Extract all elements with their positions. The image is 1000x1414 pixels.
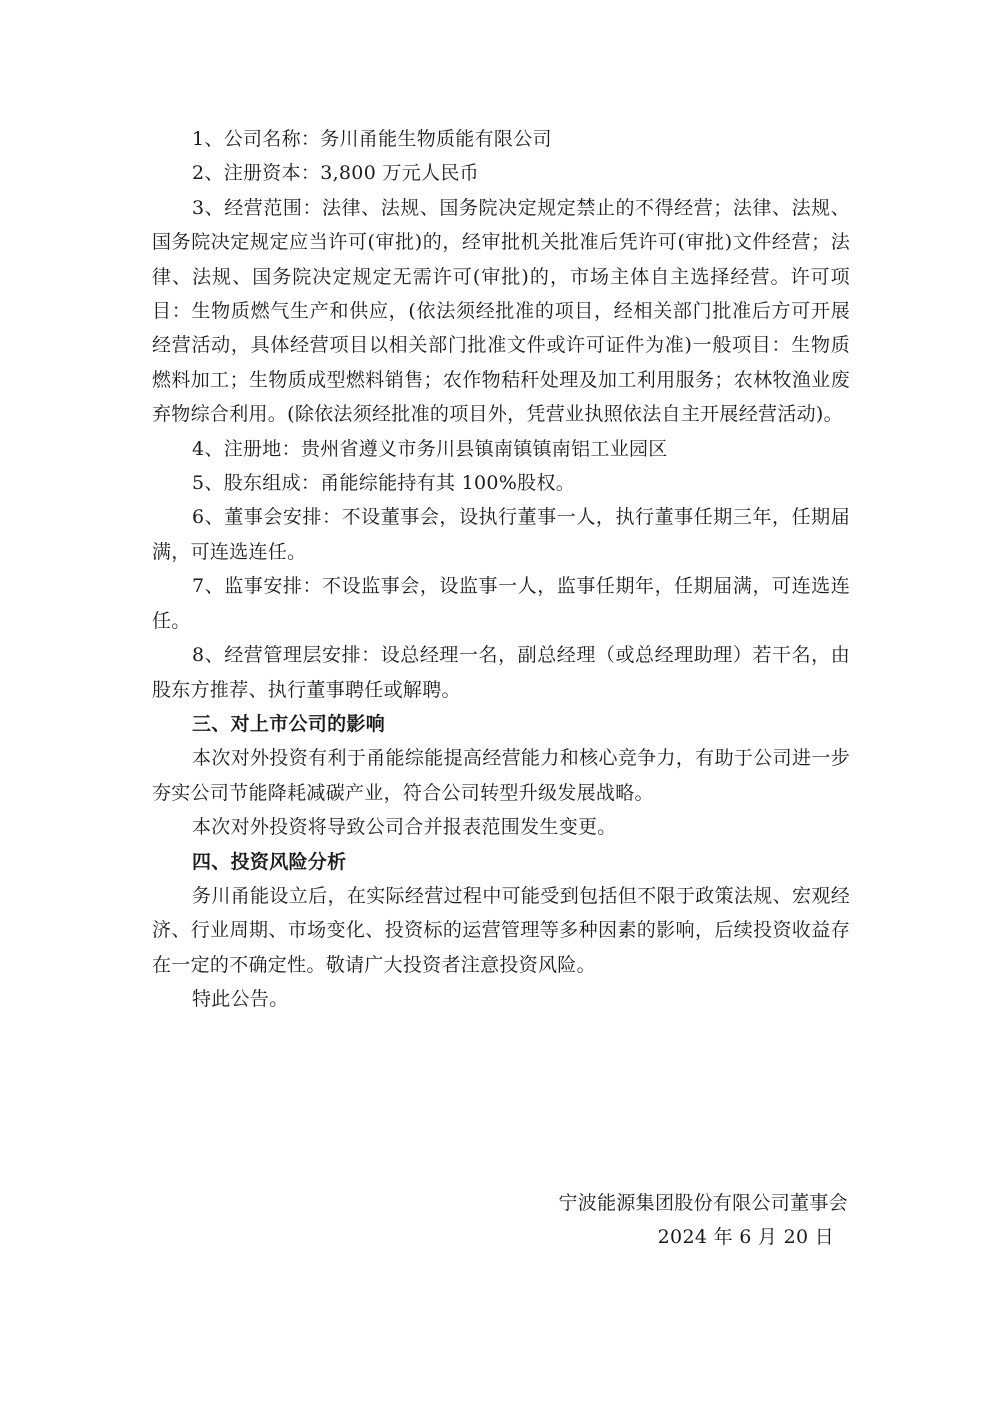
item-registered-capital: 2、注册资本：3,800 万元人民币 — [192, 162, 479, 185]
item-company-name: 1、公司名称：务川甬能生物质能有限公司 — [192, 128, 552, 150]
impact-paragraph: 本次对外投资有利于甬能综能提高经营能力和核心竞争力，有助于公司进一步夯实公司节能降耗减碳产业，符合公司转型升级发展战略。 — [152, 747, 850, 804]
item-registered-address: 4、注册地：贵州省遵义市务川县镇南镇镇南铝工业园区 — [192, 437, 668, 460]
closing-statement: 特此公告。 — [192, 988, 289, 1011]
item-shareholder: 5、股东组成：甬能综能持有其 100%股权。 — [192, 472, 576, 495]
signature-block — [558, 1186, 848, 1255]
risk-paragraph: 务川甬能设立后，在实际经营过程中可能受到包括但不限于政策法规、宏观经济、行业周期、市场变化、投资标的运营管理等多种因素的影响，后续投资收益存在一定的不确定性。敬请广大投资者注意投资风险。 — [152, 884, 850, 976]
item-management-arrangement: 8、经营管理层安排：设总经理一名，副总经理（或总经理助理）若干名，由股东方推荐、执行董事聘任或解聘。 — [152, 644, 850, 701]
item-business-scope: 3、经营范围：法律、法规、国务院决定规定禁止的不得经营；法律、法规、国务院决定规定应当许可(审批)的，经审批机关批准后凭许可(审批)文件经营；法律、法规、国务院决定规定无需许可(审批)的，市场主体自主选择经营。许可项目：生物质燃气生产和供应，(依法须经批准的项目，经相关部门批准后方可开展经营活动，具体经营项目以相关部门批准文件或许可证件为准)一般项目：生物质燃料加工；生物质成型燃料销售；农作物秸秆处理及加工利用服务；农林牧渔业废弃物综合利用。(除依法须经批准的项目外，凭营业执照依法自主开展经营活动)。 — [152, 196, 850, 426]
document-body — [152, 122, 850, 1017]
item-supervisor-arrangement: 7、监事安排：不设监事会，设监事一人，监事任期年，任期届满，可连选连任。 — [152, 575, 850, 632]
section-heading-impact: 三、对上市公司的影响 — [192, 712, 386, 735]
signature-company: 宁波能源集团股份有限公司董事会 — [558, 1192, 848, 1214]
section-heading-risk: 四、投资风险分析 — [192, 850, 347, 873]
item-board-arrangement: 6、董事会安排：不设董事会，设执行董事一人，执行董事任期三年，任期届满，可连选连任。 — [152, 506, 850, 563]
impact-paragraph: 本次对外投资将导致公司合并报表范围发生变更。 — [192, 816, 617, 839]
signature-date: 2024 年 6 月 20 日 — [657, 1226, 834, 1249]
